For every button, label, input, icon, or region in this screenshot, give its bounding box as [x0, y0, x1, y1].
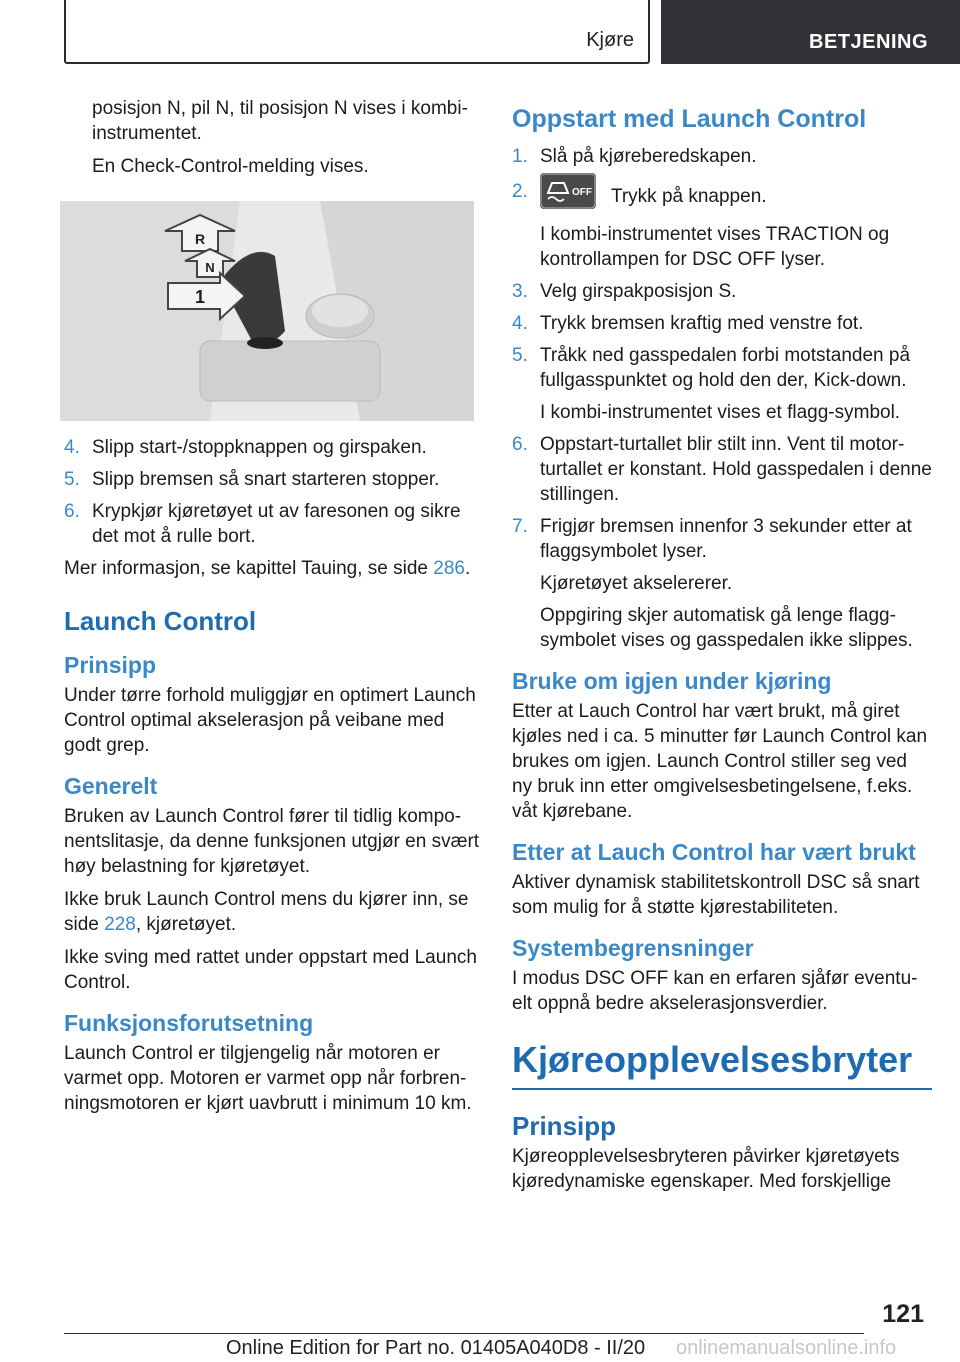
generelt-text-2-prefix: Ikke bruk Launch Control mens du kjører inn, se side — [64, 889, 469, 935]
step-right-7-detail-1 — [512, 571, 932, 596]
step-number — [512, 603, 540, 653]
step-text: Kjøretøyet akselererer. — [540, 573, 733, 594]
step-right-6 — [512, 432, 932, 507]
footer-divider — [64, 1333, 864, 1334]
step-right-7 — [512, 514, 932, 564]
step-text: Frigjør bremsen innenfor 3 sekunder etter at flaggsymbolet lyser. — [540, 516, 912, 562]
step-text: Krypkjør kjøretøyet ut av faresonen og sikre det mot å rulle bort. — [92, 501, 461, 547]
intro-line-2: En Check-Control-melding vises. — [92, 156, 369, 177]
page-link-228[interactable]: 228 — [104, 914, 136, 935]
step-left-6 — [64, 499, 484, 549]
more-info-prefix: Mer informasjon, se kapittel Tauing, se side — [64, 558, 434, 579]
dsc-off-label: OFF — [572, 187, 592, 198]
step-text: Oppgiring skjer automatisk gå lenge flagg-symbolet vises og gasspedalen ikke slippes. — [540, 605, 913, 651]
step-left-5 — [64, 467, 484, 492]
step-number: 5. — [512, 345, 528, 366]
more-info-suffix: . — [464, 558, 471, 579]
intro-line-1: posisjon N, pil N, til posisjon N vises i kombi-instrumentet. — [92, 98, 468, 144]
step-text: Tråkk ned gasspedalen forbi motstanden på fullgasspunktet og hold den der, Kick-down. — [540, 345, 911, 391]
etter-text: Aktiver dynamisk stabilitetskontroll DSC så snart som mulig for å støtte kjørestabiliteten. — [512, 872, 920, 918]
step-text: Slipp bremsen så snart starteren stopper. — [92, 469, 440, 490]
photo-label-n: N — [205, 260, 215, 275]
left-column — [64, 96, 484, 1124]
step-right-2-detail — [512, 222, 932, 272]
etter-title: Etter at Lauch Control har vært brukt — [512, 839, 916, 865]
step-right-4 — [512, 311, 932, 336]
step-number: 2. — [512, 181, 528, 202]
step-number — [512, 571, 540, 596]
prinsipp-2-title: Prinsipp — [512, 1111, 617, 1141]
kjoreopplevelse-title: Kjøreopplevelsesbryter — [512, 1039, 913, 1080]
header-section-tab — [64, 0, 650, 64]
oppstart-title: Oppstart med Launch Control — [512, 105, 867, 133]
photo-label-1: 1 — [194, 287, 206, 307]
step-number — [512, 400, 540, 425]
page-number: 121 — [882, 1300, 924, 1328]
title-underline — [512, 1088, 932, 1090]
step-right-1 — [512, 144, 932, 169]
step-text: Velg girspakposisjon S. — [540, 281, 737, 302]
step-number: 6. — [64, 501, 80, 522]
step-text: Oppstart-turtallet blir stilt inn. Vent til motor-turtallet er konstant. Hold gasspedalen i denne stillingen. — [540, 434, 932, 505]
prinsipp-title: Prinsipp — [64, 652, 157, 678]
step-number: 4. — [512, 313, 528, 334]
page-link-286[interactable]: 286 — [433, 558, 465, 579]
header-section-title: Kjøre — [586, 29, 634, 51]
step-text: I kombi-instrumentet vises TRACTION og kontrollampen for DSC OFF lyser. — [540, 224, 890, 270]
step-right-2 — [512, 179, 932, 215]
step-right-5 — [512, 343, 932, 393]
step-number: 7. — [512, 516, 528, 537]
generelt-title: Generelt — [64, 773, 158, 799]
gear-selector-photo — [60, 201, 474, 421]
header-chapter-title: BETJENING — [809, 31, 928, 53]
photo-label-r: R — [194, 231, 206, 247]
generelt-text-1: Bruken av Launch Control fører til tidlig kompo-nentslitasje, da denne funksjonen utgjør en svært høy belastning for kjøretøyet. — [64, 806, 480, 877]
step-number: 6. — [512, 434, 528, 455]
right-column — [512, 96, 932, 1202]
step-text: Trykk på knappen. — [610, 186, 767, 208]
step-text-wrap — [540, 179, 932, 215]
system-title: Systembegrensninger — [512, 935, 754, 961]
bruke-text: Etter at Lauch Control har vært brukt, må giret kjøles ned i ca. 5 minutter før Launch Control kan brukes om igjen. Launch Control stiller seg ved ny bruk inn etter omgivelsesbetingelsene, f.eks. våt kjørebane. — [512, 701, 928, 822]
step-number: 5. — [64, 469, 80, 490]
footer-edition-text: Online Edition for Part no. 01405A040D8 - II/20 — [226, 1337, 646, 1359]
step-number: 3. — [512, 281, 528, 302]
step-text: I kombi-instrumentet vises et flagg-symbol. — [540, 402, 901, 423]
step-left-4 — [64, 435, 484, 460]
step-text: Slå på kjørеberedskapen. — [540, 146, 757, 167]
generelt-text-2 — [64, 887, 484, 937]
prinsipp-text: Under tørre forhold muliggjør en optimert Launch Control optimal akselerasjon på veibane med godt grep. — [64, 685, 476, 756]
funksjon-text: Launch Control er tilgjengelig når motoren er varmet opp. Motoren er varmet opp når forbren-ningsmotoren er kjørt uavbrutt i minimum 10 km. — [64, 1043, 472, 1114]
step-text: Trykk bremsen kraftig med venstre fot. — [540, 313, 864, 334]
bruke-title: Bruke om igjen under kjøring — [512, 668, 832, 694]
step-text: Slipp start-/stoppknappen og girspaken. — [92, 437, 427, 458]
generelt-text-2-suffix: , kjøretøyet. — [135, 914, 237, 935]
prinsipp-2-text: Kjøreopplevelsesbryteren påvirker kjøretøyets kjøredynamiske egenskaper. Med forskjellige — [512, 1146, 900, 1192]
dsc-off-button-icon — [540, 173, 596, 209]
footer-edition — [226, 1337, 897, 1360]
step-right-7-detail-2 — [512, 603, 932, 653]
step-number: 4. — [64, 437, 80, 458]
step-right-3 — [512, 279, 932, 304]
generelt-text-3: Ikke sving med rattet under oppstart med Launch Control. — [64, 947, 477, 993]
step-right-5-detail — [512, 400, 932, 425]
more-info-text — [64, 556, 484, 581]
step-number — [512, 222, 540, 272]
system-text: I modus DSC OFF kan en erfaren sjåfør eventu-elt oppnå bedre akselerasjonsverdier. — [512, 968, 918, 1014]
launch-control-title: Launch Control — [64, 606, 257, 636]
footer-site-watermark: onlinemanualsonline.info — [676, 1337, 897, 1359]
step-number: 1. — [512, 146, 528, 167]
funksjon-title: Funksjonsforutsetning — [64, 1010, 314, 1036]
header-chapter-tab — [661, 0, 960, 64]
